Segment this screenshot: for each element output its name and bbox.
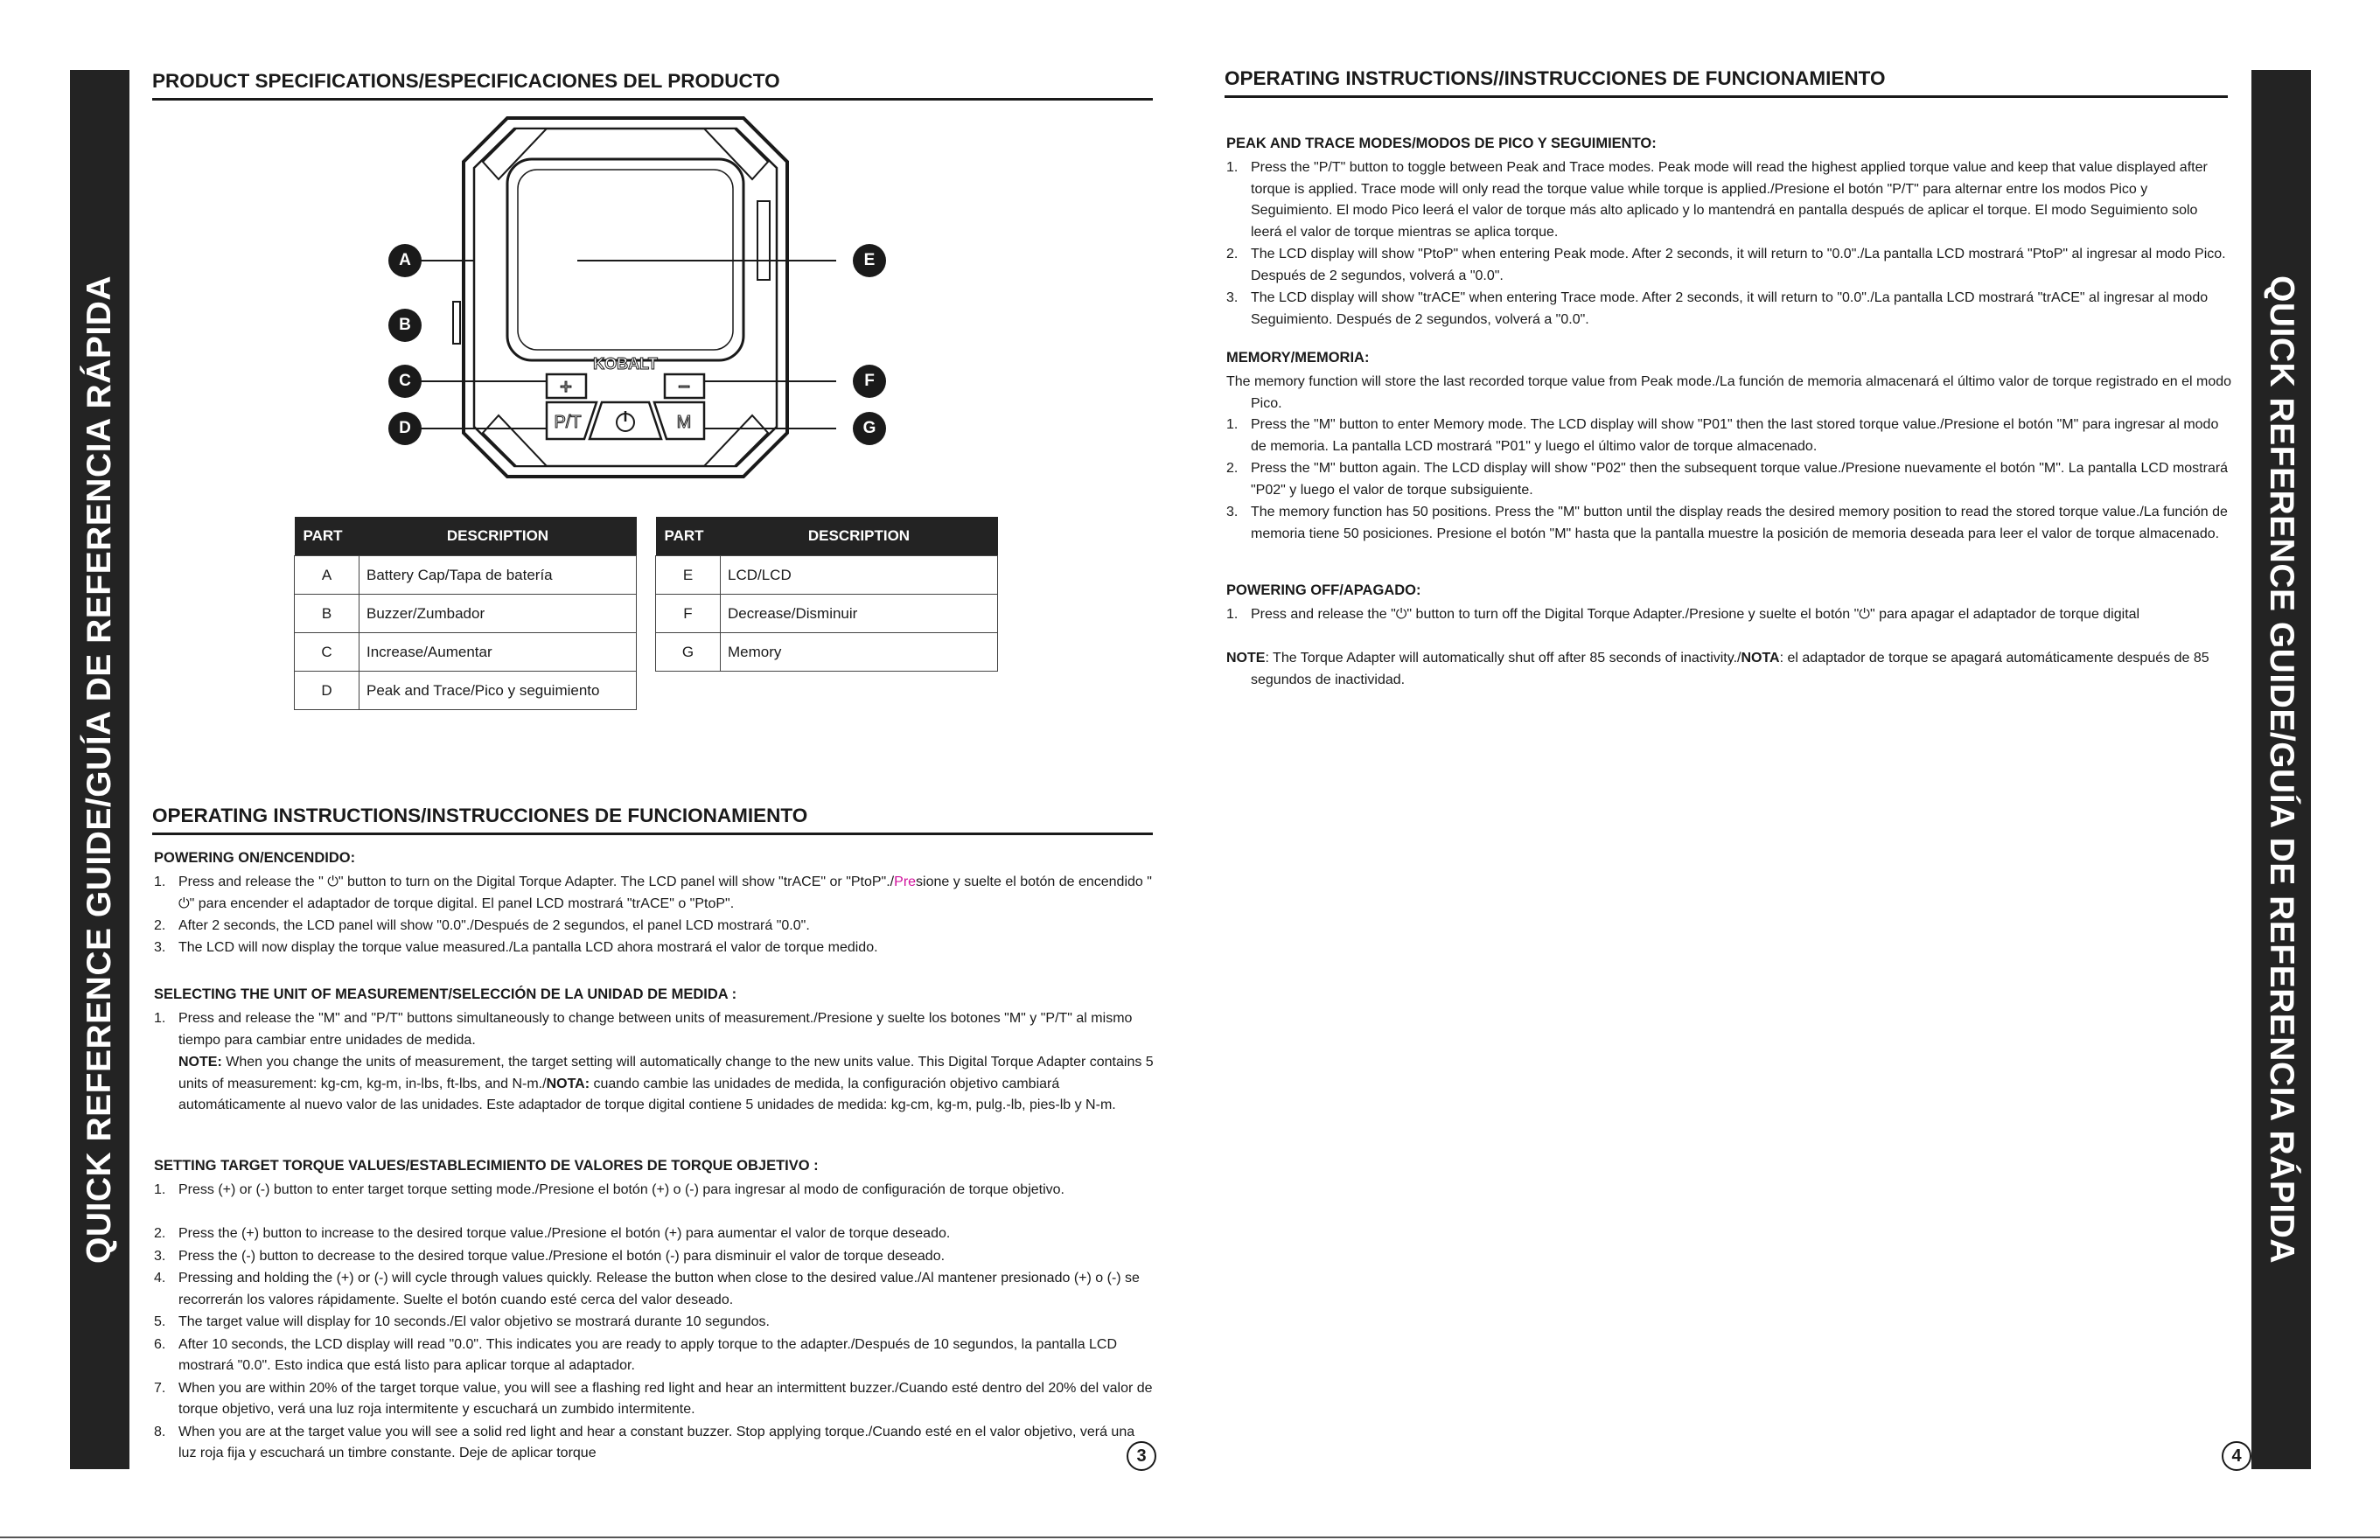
step-number: 3.: [154, 940, 166, 955]
callout-g: G: [853, 412, 886, 445]
step-number: 3.: [1226, 290, 1239, 305]
list-item: [1226, 458, 2230, 501]
table-row: [295, 672, 637, 710]
note-label: NOTE: [1226, 651, 1266, 665]
part-letter: A: [295, 556, 359, 595]
step-text: Pressing and holding the (+) or (-) will cycle through values quickly. Release the button when close to the desired value./Al mantener presionado (+) o (-) se recorrerán los valores rápidamente. Suelte el botón cuando esté cerca del valor deseado.: [178, 1271, 1140, 1307]
part-description: Buzzer/Zumbador: [359, 595, 637, 633]
step-number: 8.: [154, 1424, 166, 1439]
step-number: 1.: [154, 1182, 166, 1197]
part-description: Decrease/Disminuir: [721, 595, 998, 633]
step-number: 1.: [154, 875, 166, 889]
note-label: NOTE:: [178, 1055, 222, 1070]
callout-a: A: [388, 244, 422, 277]
part-letter: E: [656, 556, 721, 595]
step-text: After 10 seconds, the LCD display will read "0.0". This indicates you are ready to apply torque to the adapter./Después de 10 segundos, la pantalla LCD mostrará "0.0". Esto indica que está listo para aplicar torque al adaptador.: [178, 1336, 1118, 1373]
list-item: [154, 1312, 1155, 1334]
step-text: Press the "M" button to enter Memory mode. The LCD display will show "P01" then the last stored torque value./Presione el botón "M" para ingresar al modo de memoria. La pantalla LCD mostrará "P01" y luego el último valor de torque almacenado.: [1251, 417, 2219, 454]
step-number: 2.: [1226, 247, 1239, 261]
table-row: [295, 556, 637, 595]
part-description: Peak and Trace/Pico y seguimiento: [359, 672, 637, 710]
list-item: [1226, 415, 2230, 457]
part-letter: D: [295, 672, 359, 710]
product-spec-title: PRODUCT SPECIFICATIONS/ESPECIFICACIONES DEL PRODUCTO: [152, 70, 1153, 101]
kobalt-logo: KOBALT: [593, 355, 658, 373]
unit-note: [178, 1052, 1155, 1117]
peak-trace-button-label: P/T: [554, 413, 582, 432]
note-text: cuando cambie las unidades de medida, la configuración objetivo cambiará automáticamente al nuevo valor de las unidades. Este adaptador de torque digital contiene 5 unidades de medida: kg-cm, kg-m, pulg.-lb, pies-lb y N-m.: [178, 1076, 1116, 1112]
powering-on-title: POWERING ON/ENCENDIDO:: [154, 850, 356, 866]
decrease-button-label: −: [677, 375, 691, 399]
table-row: [295, 595, 637, 633]
powering-off-step-1: [1226, 604, 2230, 626]
parts-header-part: PART: [656, 517, 721, 556]
callout-c: C: [388, 365, 422, 398]
step-text: Press and release the "⏻" button to turn off the Digital Torque Adapter./Presione y suelte el botón "⏻" para apagar el adaptador de torque digital: [1251, 607, 2140, 622]
increase-button-label: +: [559, 375, 573, 399]
list-item: [154, 1246, 1155, 1268]
part-letter: G: [656, 633, 721, 672]
powering-on-step-2: [154, 916, 1155, 937]
step-number: 2.: [154, 1226, 166, 1241]
powering-off-note: [1226, 648, 2255, 691]
step-text: Press the (+) button to increase to the desired torque value./Presione el botón (+) para aumentar el valor de torque deseado.: [178, 1226, 951, 1241]
step-text: sione y suelte el botón de encendido " ⏻" para encender el adaptador de torque digital. El panel LCD mostrará "trACE" o "PtoP".: [178, 875, 1152, 911]
list-item: [154, 1334, 1155, 1377]
page-number-3: 3: [1127, 1441, 1156, 1471]
operating-instructions-title-right: OPERATING INSTRUCTIONS//INSTRUCCIONES DE FUNCIONAMIENTO: [1225, 67, 2228, 98]
callout-d: D: [388, 412, 422, 445]
list-item: [1226, 288, 2230, 331]
step-number: 4.: [154, 1271, 166, 1286]
callout-b: B: [388, 309, 422, 342]
parts-header-description: DESCRIPTION: [721, 517, 998, 556]
part-description: Increase/Aumentar: [359, 633, 637, 672]
step-text: Press and release the " ⏻" button to turn on the Digital Torque Adapter. The LCD panel will show "trACE" or "PtoP"./: [178, 875, 895, 889]
unit-step-1: [154, 1008, 1155, 1051]
memory-title: MEMORY/MEMORIA:: [1226, 350, 1370, 366]
list-item: [1226, 502, 2230, 545]
table-row: [295, 633, 637, 672]
left-side-banner-text: QUICK REFERENCE GUIDE/GUÍA DE REFERENCIA RÁPIDA: [80, 275, 118, 1265]
step-number: 7.: [154, 1380, 166, 1396]
powering-off-title: POWERING OFF/APAGADO:: [1226, 582, 1421, 598]
step-text: The LCD display will show "trACE" when entering Trace mode. After 2 seconds, it will return to "0.0"./La pantalla LCD mostrará "trACE" al ingresar al modo Seguimiento. Después de 2 segundos, volverá a "0.0".: [1251, 290, 2209, 327]
peak-trace-title: PEAK AND TRACE MODES/MODOS DE PICO Y SEGUIMIENTO:: [1226, 136, 1657, 151]
nota-label: NOTA:: [546, 1076, 590, 1091]
operating-instructions-title-left: OPERATING INSTRUCTIONS/INSTRUCCIONES DE FUNCIONAMIENTO: [152, 805, 1153, 835]
step-number: 2.: [154, 918, 166, 933]
right-side-banner-text: QUICK REFERENCE GUIDE/GUÍA DE REFERENCIA RÁPIDA: [2263, 275, 2300, 1265]
note-text: : el adaptador de torque se apagará automáticamente después de 85 segundos de inactividad.: [1251, 651, 2209, 687]
list-item: [154, 1422, 1155, 1465]
step-text: Press (+) or (-) button to enter target torque setting mode./Presione el botón (+) o (-) para ingresar al modo de configuración de torque objetivo.: [178, 1182, 1064, 1197]
list-item: [154, 1180, 1155, 1202]
note-text: When you change the units of measurement, the target setting will automatically change to the new units value. This Digital Torque Adapter contains 5 units of measurement: kg-cm, kg-m, in-lbs, ft-lbs, and N-m./: [178, 1055, 1154, 1091]
part-letter: C: [295, 633, 359, 672]
unit-selection-title: SELECTING THE UNIT OF MEASUREMENT/SELECCIÓN DE LA UNIDAD DE MEDIDA :: [154, 986, 737, 1002]
powering-on-step-3: [154, 937, 1155, 959]
step-text: When you are at the target value you will see a solid red light and hear a constant buzzer. Stop applying torque./Cuando esté en el valor objetivo, verá una luz roja fija y escuchará un timbre constante. Deje de aplicar torque: [178, 1424, 1135, 1460]
page-bottom-rule: [0, 1537, 2380, 1538]
step-number: 5.: [154, 1314, 166, 1329]
callout-f: F: [853, 365, 886, 398]
list-item: [1226, 157, 2230, 243]
step-text: The memory function has 50 positions. Press the "M" button until the display reads the desired memory position to read the stored torque value./La función de memoria tiene 50 posiciones. Presione el botón "M" hasta que la pantalla muestre la posición de memoria deseada para leer el valor de torque almacenado.: [1251, 505, 2228, 541]
torque-adapter-illustration: [367, 114, 875, 490]
step-text: After 2 seconds, the LCD panel will show "0.0"./Después de 2 segundos, el panel LCD mostrará "0.0".: [178, 918, 810, 933]
step-text: The target value will display for 10 seconds./El valor objetivo se mostrará durante 10 segundos.: [178, 1314, 770, 1329]
step-text: Press the (-) button to decrease to the desired torque value./Presione el botón (-) para disminuir el valor de torque deseado.: [178, 1248, 946, 1264]
parts-header-part: PART: [295, 517, 359, 556]
step-number: 3.: [154, 1248, 166, 1264]
step-text: When you are within 20% of the target torque value, you will see a flashing red light and hear an intermittent buzzer./Cuando esté dentro del 20% del valor de torque objetivo, verá una luz roja intermitente y escuchará un zumbido intermitente.: [178, 1380, 1153, 1417]
target-torque-title: SETTING TARGET TORQUE VALUES/ESTABLECIMIENTO DE VALORES DE TORQUE OBJETIVO :: [154, 1158, 819, 1174]
part-description: Memory: [721, 633, 998, 672]
powering-on-step-1: [154, 872, 1155, 915]
right-side-banner: [2251, 70, 2311, 1469]
part-letter: F: [656, 595, 721, 633]
step-text: Press and release the "M" and "P/T" buttons simultaneously to change between units of measurement./Presione y suelte los botones "M" y "P/T" al mismo tiempo para cambiar entre unidades de medida.: [178, 1011, 1133, 1048]
memory-button-label: M: [676, 413, 692, 432]
callout-e: E: [853, 244, 886, 277]
left-side-banner: [70, 70, 129, 1469]
nota-label: NOTA: [1741, 651, 1780, 665]
note-text: : The Torque Adapter will automatically shut off after 85 seconds of inactivity./: [1265, 651, 1741, 665]
table-row: [656, 595, 998, 633]
step-number: 1.: [1226, 160, 1239, 175]
list-item: [154, 1223, 1155, 1245]
parts-table-left: [294, 517, 637, 710]
step-number: 1.: [1226, 607, 1239, 622]
part-description: Battery Cap/Tapa de batería: [359, 556, 637, 595]
step-text: Press the "M" button again. The LCD display will show "P02" then the subsequent torque value./Presione nuevamente el botón "M". La pantalla LCD mostrará "P02" y luego el valor de torque subsiguiente.: [1251, 461, 2229, 498]
memory-intro: The memory function will store the last recorded torque value from Peak mode./La función de memoria almacenará el último valor de torque registrado en el modo Pico.: [1226, 374, 2232, 411]
step-text-highlight: Pre: [894, 875, 917, 889]
step-number: 2.: [1226, 461, 1239, 476]
step-number: 1.: [1226, 417, 1239, 432]
step-text: The LCD will now display the torque value measured./La pantalla LCD ahora mostrará el valor de torque medido.: [178, 940, 878, 955]
step-text: Press the "P/T" button to toggle between Peak and Trace modes. Peak mode will read the highest applied torque value and keep that value displayed after torque is applied. Trace mode will only read the torque value while torque is applied./Presione el botón "P/T" para alternar entre los modos Pico y Seguimiento. El modo Pico leerá el valor de torque más alto aplicado y lo mantendrá en pantalla después de aplicar el torque. El modo Seguimiento solo leerá el valor de torque mientras se aplica torque.: [1251, 160, 2208, 240]
step-number: 1.: [154, 1011, 166, 1026]
step-number: 6.: [154, 1336, 166, 1352]
parts-header-description: DESCRIPTION: [359, 517, 637, 556]
page-number-4: 4: [2222, 1441, 2251, 1471]
list-item: [154, 1378, 1155, 1421]
parts-table-right: [655, 517, 998, 672]
table-row: [656, 556, 998, 595]
part-letter: B: [295, 595, 359, 633]
step-text: The LCD display will show "PtoP" when entering Peak mode. After 2 seconds, it will return to "0.0"./La pantalla LCD mostrará "PtoP" al ingresar al modo Pico. Después de 2 segundos, volverá a "0.0".: [1251, 247, 2226, 283]
list-item: [1226, 244, 2230, 287]
part-description: LCD/LCD: [721, 556, 998, 595]
table-row: [656, 633, 998, 672]
list-item: [154, 1268, 1155, 1311]
step-number: 3.: [1226, 505, 1239, 519]
